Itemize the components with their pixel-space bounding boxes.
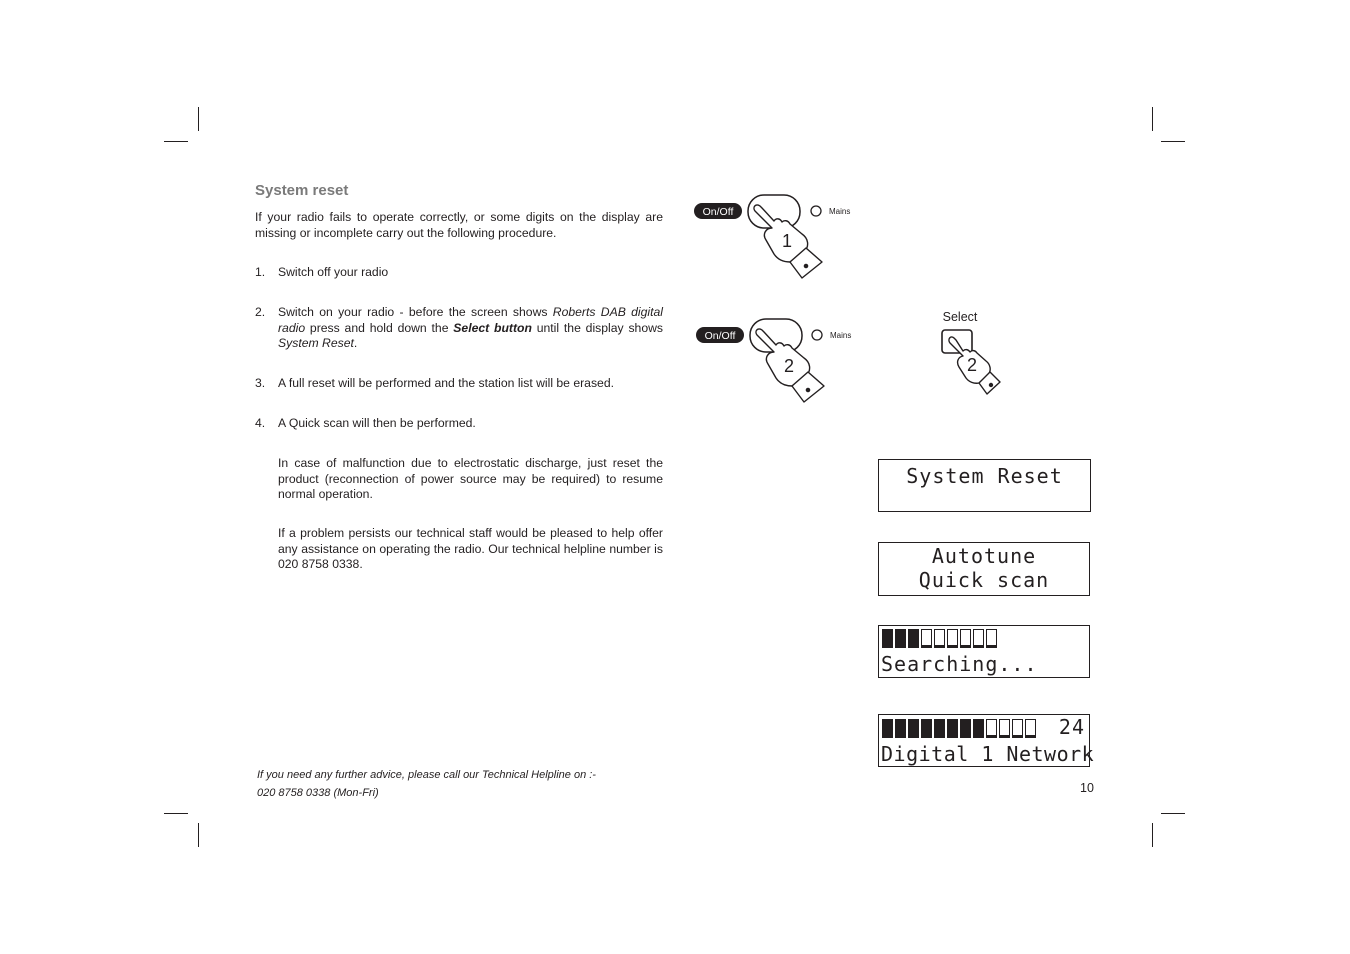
- scan-progress-bar: [882, 629, 997, 648]
- note-esd: In case of malfunction due to electrostatic discharge, just reset the product (reconnection of power source may be required) to resume normal operation.: [278, 456, 663, 501]
- lcd-line-1: System Reset: [906, 464, 1063, 488]
- step-text: Switch off your radio: [278, 265, 389, 279]
- lcd-line-2: Digital 1 Network: [881, 742, 1095, 766]
- step-number: 1.: [255, 265, 266, 279]
- step-number-badge: 1: [781, 231, 793, 251]
- mains-led-icon: [811, 206, 821, 216]
- progress-segment-empty: [1025, 719, 1036, 738]
- progress-segment-filled: [882, 629, 893, 648]
- progress-segment-empty: [921, 629, 932, 648]
- progress-segment-empty: [934, 629, 945, 648]
- crop-mark: [198, 823, 199, 847]
- mains-label: Mains: [829, 207, 851, 216]
- lcd-line-2: Quick scan: [918, 568, 1050, 592]
- section-title: System reset: [255, 182, 349, 199]
- progress-segment-filled: [921, 719, 932, 738]
- onoff-illustration-step1: [690, 190, 870, 285]
- onoff-illustration-step2: [690, 314, 870, 409]
- crop-mark: [164, 141, 188, 142]
- progress-segment-filled: [960, 719, 971, 738]
- step-text: A Quick scan will then be performed.: [278, 416, 476, 430]
- onoff-label: On/Off: [702, 206, 734, 218]
- progress-segment-empty: [986, 629, 997, 648]
- step-number-badge: 2: [783, 356, 795, 376]
- crop-mark: [1161, 141, 1185, 142]
- progress-segment-filled: [973, 719, 984, 738]
- progress-segment-filled: [934, 719, 945, 738]
- lcd-system-reset: [878, 459, 1091, 512]
- progress-segment-filled: [895, 629, 906, 648]
- step-number: 3.: [255, 376, 266, 390]
- lcd-searching: [878, 625, 1090, 678]
- step-number: 4.: [255, 416, 266, 430]
- select-illustration-step2: [930, 306, 1010, 398]
- lcd-station-found: [878, 714, 1095, 767]
- progress-segment-filled: [882, 719, 893, 738]
- progress-segment-empty: [999, 719, 1010, 738]
- progress-segment-empty: [960, 629, 971, 648]
- scan-progress-bar: [882, 719, 1036, 738]
- lcd-autotune: [878, 542, 1090, 596]
- crop-mark: [1152, 823, 1153, 847]
- page-number: 10: [1080, 781, 1094, 795]
- intro-paragraph: If your radio fails to operate correctly, or some digits on the display are missing or incomplete carry out the following procedure.: [255, 210, 663, 240]
- progress-segment-empty: [973, 629, 984, 648]
- progress-segment-filled: [908, 719, 919, 738]
- footer-phone: 020 8758 0338 (Mon-Fri): [257, 787, 379, 799]
- crop-mark: [1152, 107, 1153, 131]
- mains-led-icon: [812, 330, 822, 340]
- progress-segment-filled: [947, 719, 958, 738]
- step-number-badge: 2: [966, 355, 978, 375]
- lcd-line-1: Autotune: [931, 544, 1037, 568]
- onoff-label: On/Off: [704, 330, 736, 342]
- crop-mark: [164, 813, 188, 814]
- progress-segment-filled: [895, 719, 906, 738]
- progress-segment-empty: [1012, 719, 1023, 738]
- mains-label: Mains: [830, 331, 852, 340]
- lcd-line-2: Searching...: [881, 652, 1038, 676]
- step-number: 2.: [255, 305, 266, 319]
- progress-segment-empty: [986, 719, 997, 738]
- progress-segment-empty: [947, 629, 958, 648]
- footer-advice: If you need any further advice, please call our Technical Helpline on :-: [257, 769, 596, 781]
- note-helpline: If a problem persists our technical staff would be pleased to help offer any assistance on operating the radio. Our technical helpline number is 020 8758 0338.: [278, 526, 663, 571]
- step-text: Switch on your radio - before the screen shows Roberts DAB digital radio press and hold down the Select button until the display shows System Reset.: [278, 305, 663, 350]
- station-count: 24: [1058, 715, 1085, 739]
- crop-mark: [198, 107, 199, 131]
- progress-segment-filled: [908, 629, 919, 648]
- step-text: A full reset will be performed and the station list will be erased.: [278, 376, 615, 390]
- select-label: Select: [942, 310, 978, 324]
- crop-mark: [1161, 813, 1185, 814]
